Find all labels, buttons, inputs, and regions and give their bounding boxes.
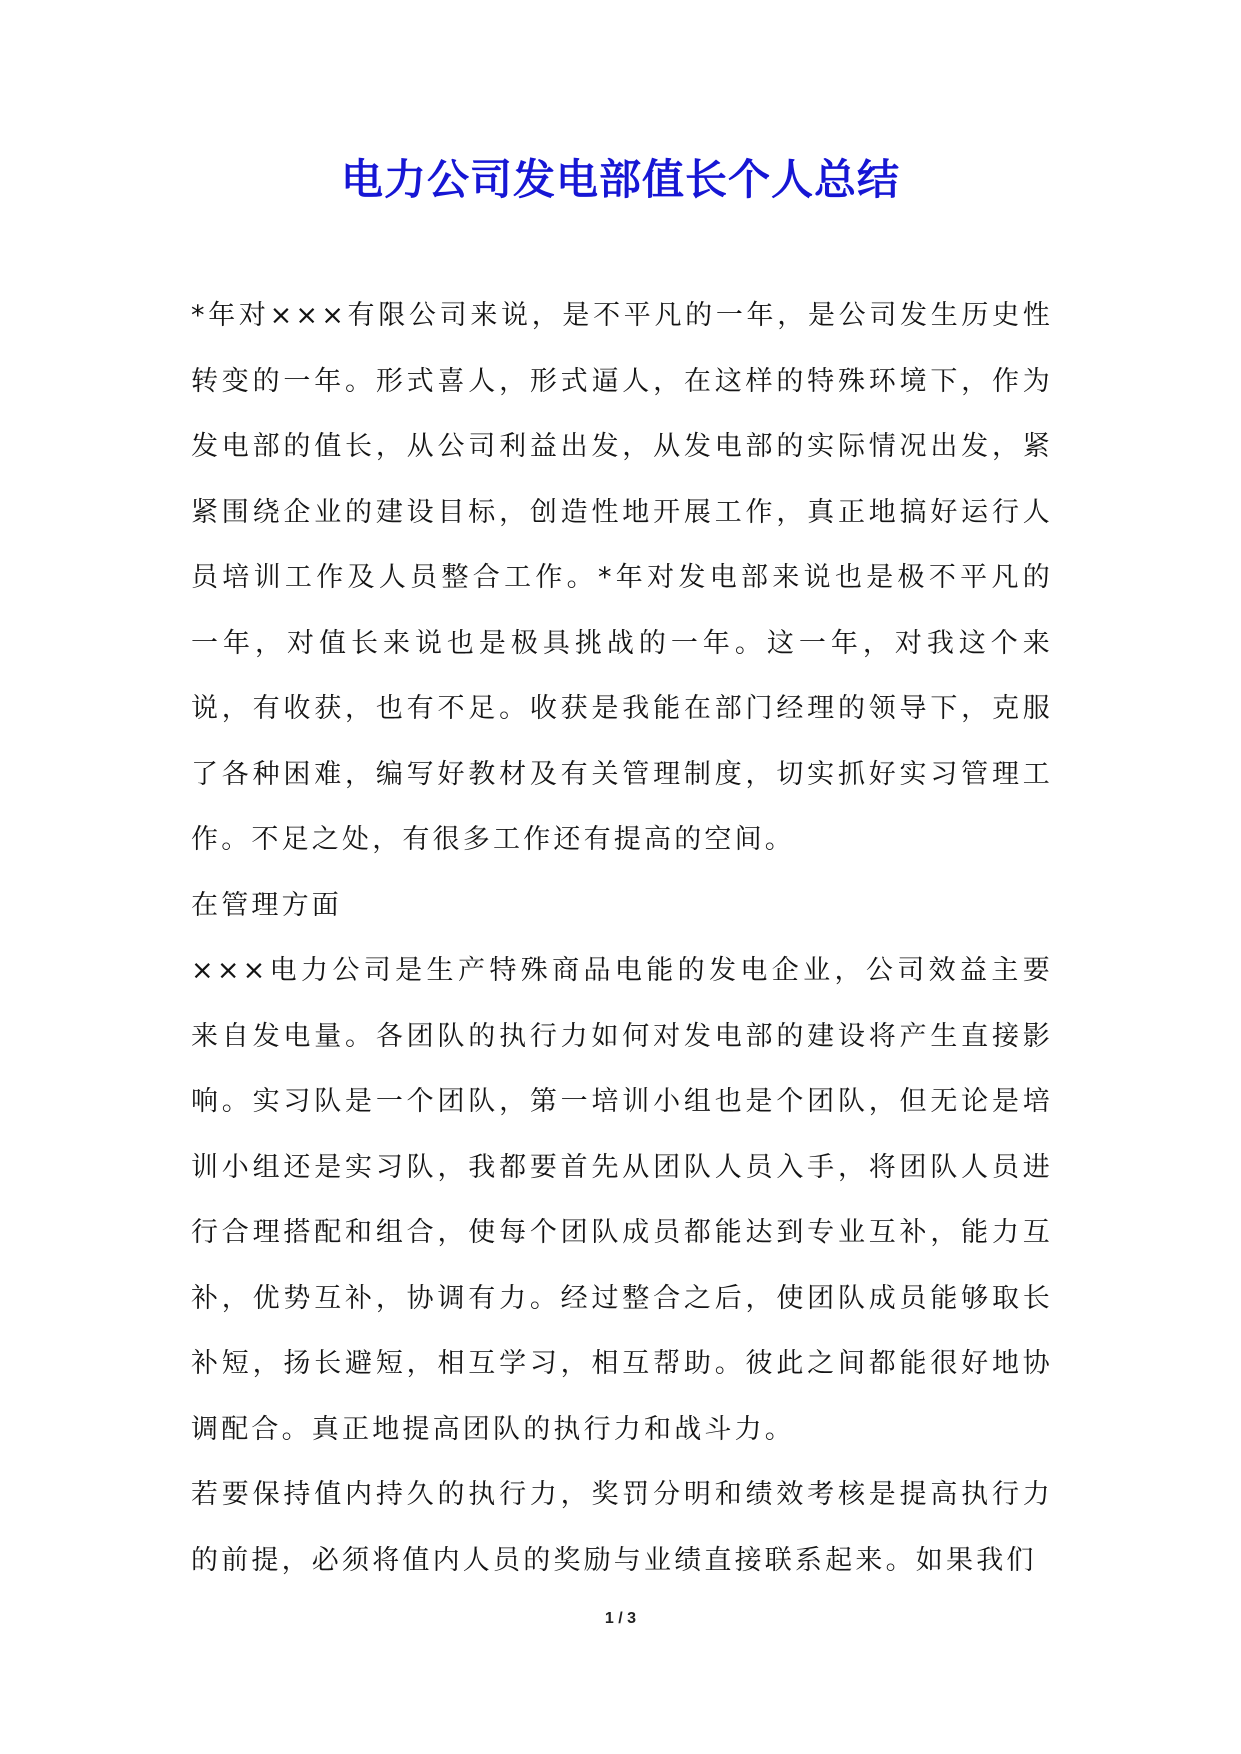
section-heading-management: 在管理方面: [191, 889, 342, 921]
document-title: 电力公司发电部值长个人总结: [340, 155, 900, 204]
paragraph-management: ×××电力公司是生产特殊商品电能的发电企业，公司效益主要来自发电量。各团队的执行力如何对发电部的建设将产生直接影响。实习队是一个团队，第一培训小组也是个团队，但无论是培训小组还是实习队，我都要首先从团队人员入手，将团队人员进行合理搭配和组合，使每个团队成员都能达到专业互补，能力互补，优势互补，协调有力。经过整合之后，使团队成员能够取长补短，扬长避短，相互学习，相互帮助。彼此之间都能很好地协调配合。真正地提高团队的执行力和战斗力。: [191, 955, 1053, 1445]
document-body: [191, 283, 1053, 1593]
page-number: 1 / 3: [604, 1610, 637, 1627]
paragraph-execution: 若要保持值内持久的执行力，奖罚分明和绩效考核是提高执行力的前提，必须将值内人员的奖励与业绩直接联系起来。如果我们: [191, 1479, 1053, 1576]
paragraph-intro: *年对×××有限公司来说，是不平凡的一年，是公司发生历史性转变的一年。形式喜人，形式逼人，在这样的特殊环境下，作为发电部的值长，从公司利益出发，从发电部的实际情况出发，紧紧围绕企业的建设目标，创造性地开展工作，真正地搞好运行人员培训工作及人员整合工作。*年对发电部来说也是极不平凡的一年，对值长来说也是极具挑战的一年。这一年，对我这个来说，有收获，也有不足。收获是我能在部门经理的领导下，克服了各种困难，编写好教材及有关管理制度，切实抓好实习管理工作。不足之处，有很多工作还有提高的空间。: [191, 300, 1053, 855]
